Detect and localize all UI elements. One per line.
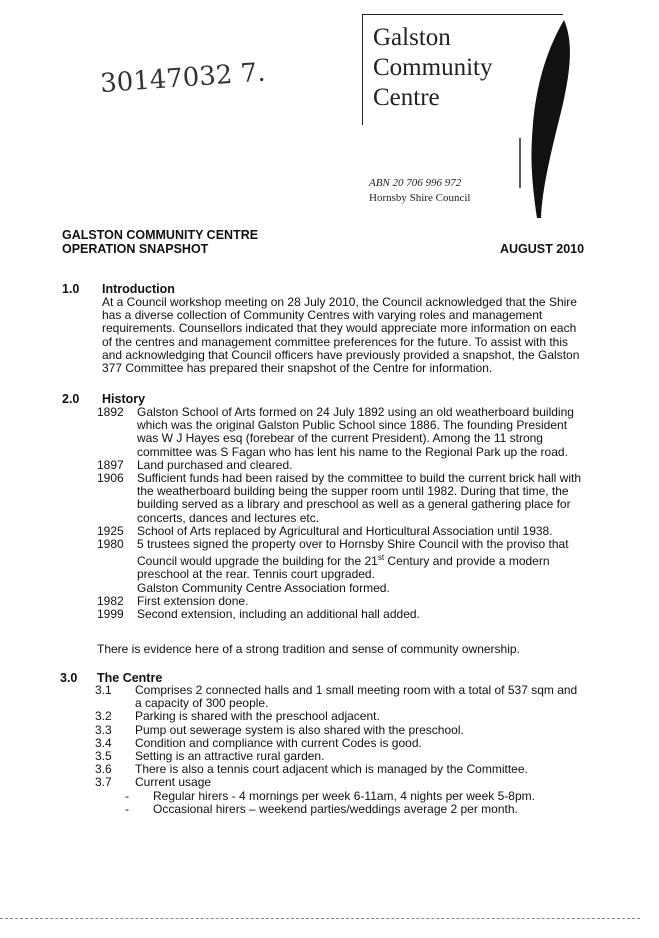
intro-line: of the centres and management committee preferences for the future. To assist with this: [102, 334, 569, 349]
centre-item: [95, 684, 595, 710]
history-line: 5 trustees signed the property over to Hornsby Shire Council with the proviso that: [137, 537, 569, 552]
history-entry: [97, 406, 597, 459]
intro-line: has a diverse collection of Community Centres with varying roles and management: [102, 308, 543, 323]
usage-line: Regular hirers - 4 mornings per week 6-11am, 4 nights per week 5-8pm.: [153, 788, 535, 803]
history-line: First extension done.: [137, 593, 249, 608]
history-year: 1897: [97, 457, 124, 472]
abn-block: [369, 176, 470, 206]
history-line: Sufficient funds had been raised by the committee to build the current brick hall with: [137, 471, 582, 486]
handwritten-note: [98, 52, 278, 100]
centre-line: Current usage: [135, 775, 212, 790]
centre-item-number: 3.1: [95, 683, 112, 697]
usage-item: [95, 803, 595, 816]
history-line: committee was S Fagan who has lent his name to the Regional Park up the road.: [137, 444, 568, 459]
centre-line: Parking is shared with the preschool adjacent.: [135, 709, 380, 724]
history-line: Second extension, including an additional hall added.: [137, 607, 420, 622]
centre-item: [95, 776, 595, 789]
centre-item-number: 3.2: [95, 709, 112, 724]
logo-line-1: Galston: [373, 24, 451, 51]
centre-item-number: 3.4: [95, 735, 112, 750]
section-number: 3.0: [60, 671, 78, 685]
history-year: 1906: [97, 471, 124, 486]
section-number: 2.0: [62, 392, 80, 406]
document-date: AUGUST 2010: [500, 242, 585, 256]
handwritten-note-text: 30147032 7.: [99, 57, 267, 100]
introduction-paragraph: [102, 296, 582, 375]
history-year: 1982: [97, 593, 124, 608]
logo-line-3: Centre: [373, 84, 440, 111]
leaf-logo-icon: [512, 18, 582, 223]
centre-list: [95, 684, 595, 816]
centre-line: Comprises 2 connected halls and 1 small meeting room with a total of 537 sqm and: [135, 683, 578, 697]
centre-line: Condition and compliance with current Codes is good.: [135, 735, 422, 750]
dash-bullet-icon: -: [125, 801, 129, 816]
centre-item: [95, 710, 595, 723]
history-entry: [97, 472, 597, 525]
history-entry: [97, 538, 597, 595]
centre-line: a capacity of 300 people.: [135, 696, 269, 711]
page-bottom-rule: [0, 918, 640, 919]
history-year: 1999: [97, 607, 124, 622]
centre-line: Pump out sewerage system is also shared with the preschool.: [135, 722, 464, 737]
history-line: was W J Hayes esq (forebear of the current President). Among the 11 strong: [137, 431, 543, 446]
intro-line: and acknowledging that Council officers have previously provided a snapshot, the Galston: [102, 347, 580, 362]
logo-line-2: Community: [373, 54, 493, 81]
usage-item: [95, 790, 595, 803]
history-line: which was the original Galston Public School since 1886. The founding President: [137, 418, 568, 433]
title-line-1: GALSTON COMMUNITY CENTRE: [62, 228, 259, 242]
logo-text: [373, 23, 492, 113]
centre-item-number: 3.5: [95, 749, 112, 764]
centre-line: There is also a tennis court adjacent which is managed by the Committee.: [135, 762, 528, 777]
history-line: the weatherboard building being the supper room until 1982. During that time, the: [137, 484, 569, 499]
centre-line: Setting is an attractive rural garden.: [135, 749, 325, 764]
document-title: [62, 228, 258, 256]
centre-item-number: 3.7: [95, 775, 112, 790]
centre-item: [95, 724, 595, 737]
history-year: 1980: [97, 537, 124, 552]
intro-line: 377 Committee has prepared their snapshot of the Centre for information.: [102, 361, 493, 376]
section-title-introduction: Introduction: [102, 282, 175, 296]
history-list: [97, 406, 597, 621]
abn-number: ABN 20 706 996 972: [369, 177, 462, 189]
dash-bullet-icon: -: [125, 788, 129, 803]
section-number: 1.0: [62, 282, 80, 296]
council-name: Hornsby Shire Council: [369, 192, 471, 204]
history-year: 1925: [97, 523, 124, 538]
history-line: Galston Community Centre Association formed.: [137, 580, 390, 595]
usage-line: Occasional hirers – weekend parties/weddings average 2 per month.: [153, 801, 518, 816]
intro-line: At a Council workshop meeting on 28 July 2010, the Council acknowledged that the Shire: [102, 295, 577, 309]
history-line: building served as a library and preschool as well as a general gathering place for: [137, 497, 571, 512]
title-line-2: OPERATION SNAPSHOT: [62, 242, 209, 256]
history-year: 1892: [97, 405, 124, 419]
history-evidence: There is evidence here of a strong tradition and sense of community ownership.: [97, 642, 520, 656]
history-entry: [97, 608, 597, 621]
centre-item-number: 3.6: [95, 762, 112, 777]
history-line: concerts, dances and lectures etc.: [137, 510, 320, 525]
history-line: Council would upgrade the building for the 21st Century and provide a modern: [137, 553, 550, 569]
section-title-centre: The Centre: [97, 671, 163, 685]
history-line: School of Arts replaced by Agricultural and Horticultural Association until 1938.: [137, 523, 553, 538]
history-line: preschool at the rear. Tennis court upgraded.: [137, 567, 375, 582]
history-line: Land purchased and cleared.: [137, 457, 293, 472]
intro-line: requirements. Counsellors indicated that they would appreciate more information on each: [102, 321, 577, 336]
history-line: Galston School of Arts formed on 24 July 1892 using an old weatherboard building: [137, 405, 574, 419]
centre-item-number: 3.3: [95, 722, 112, 737]
section-title-history: History: [102, 392, 146, 406]
